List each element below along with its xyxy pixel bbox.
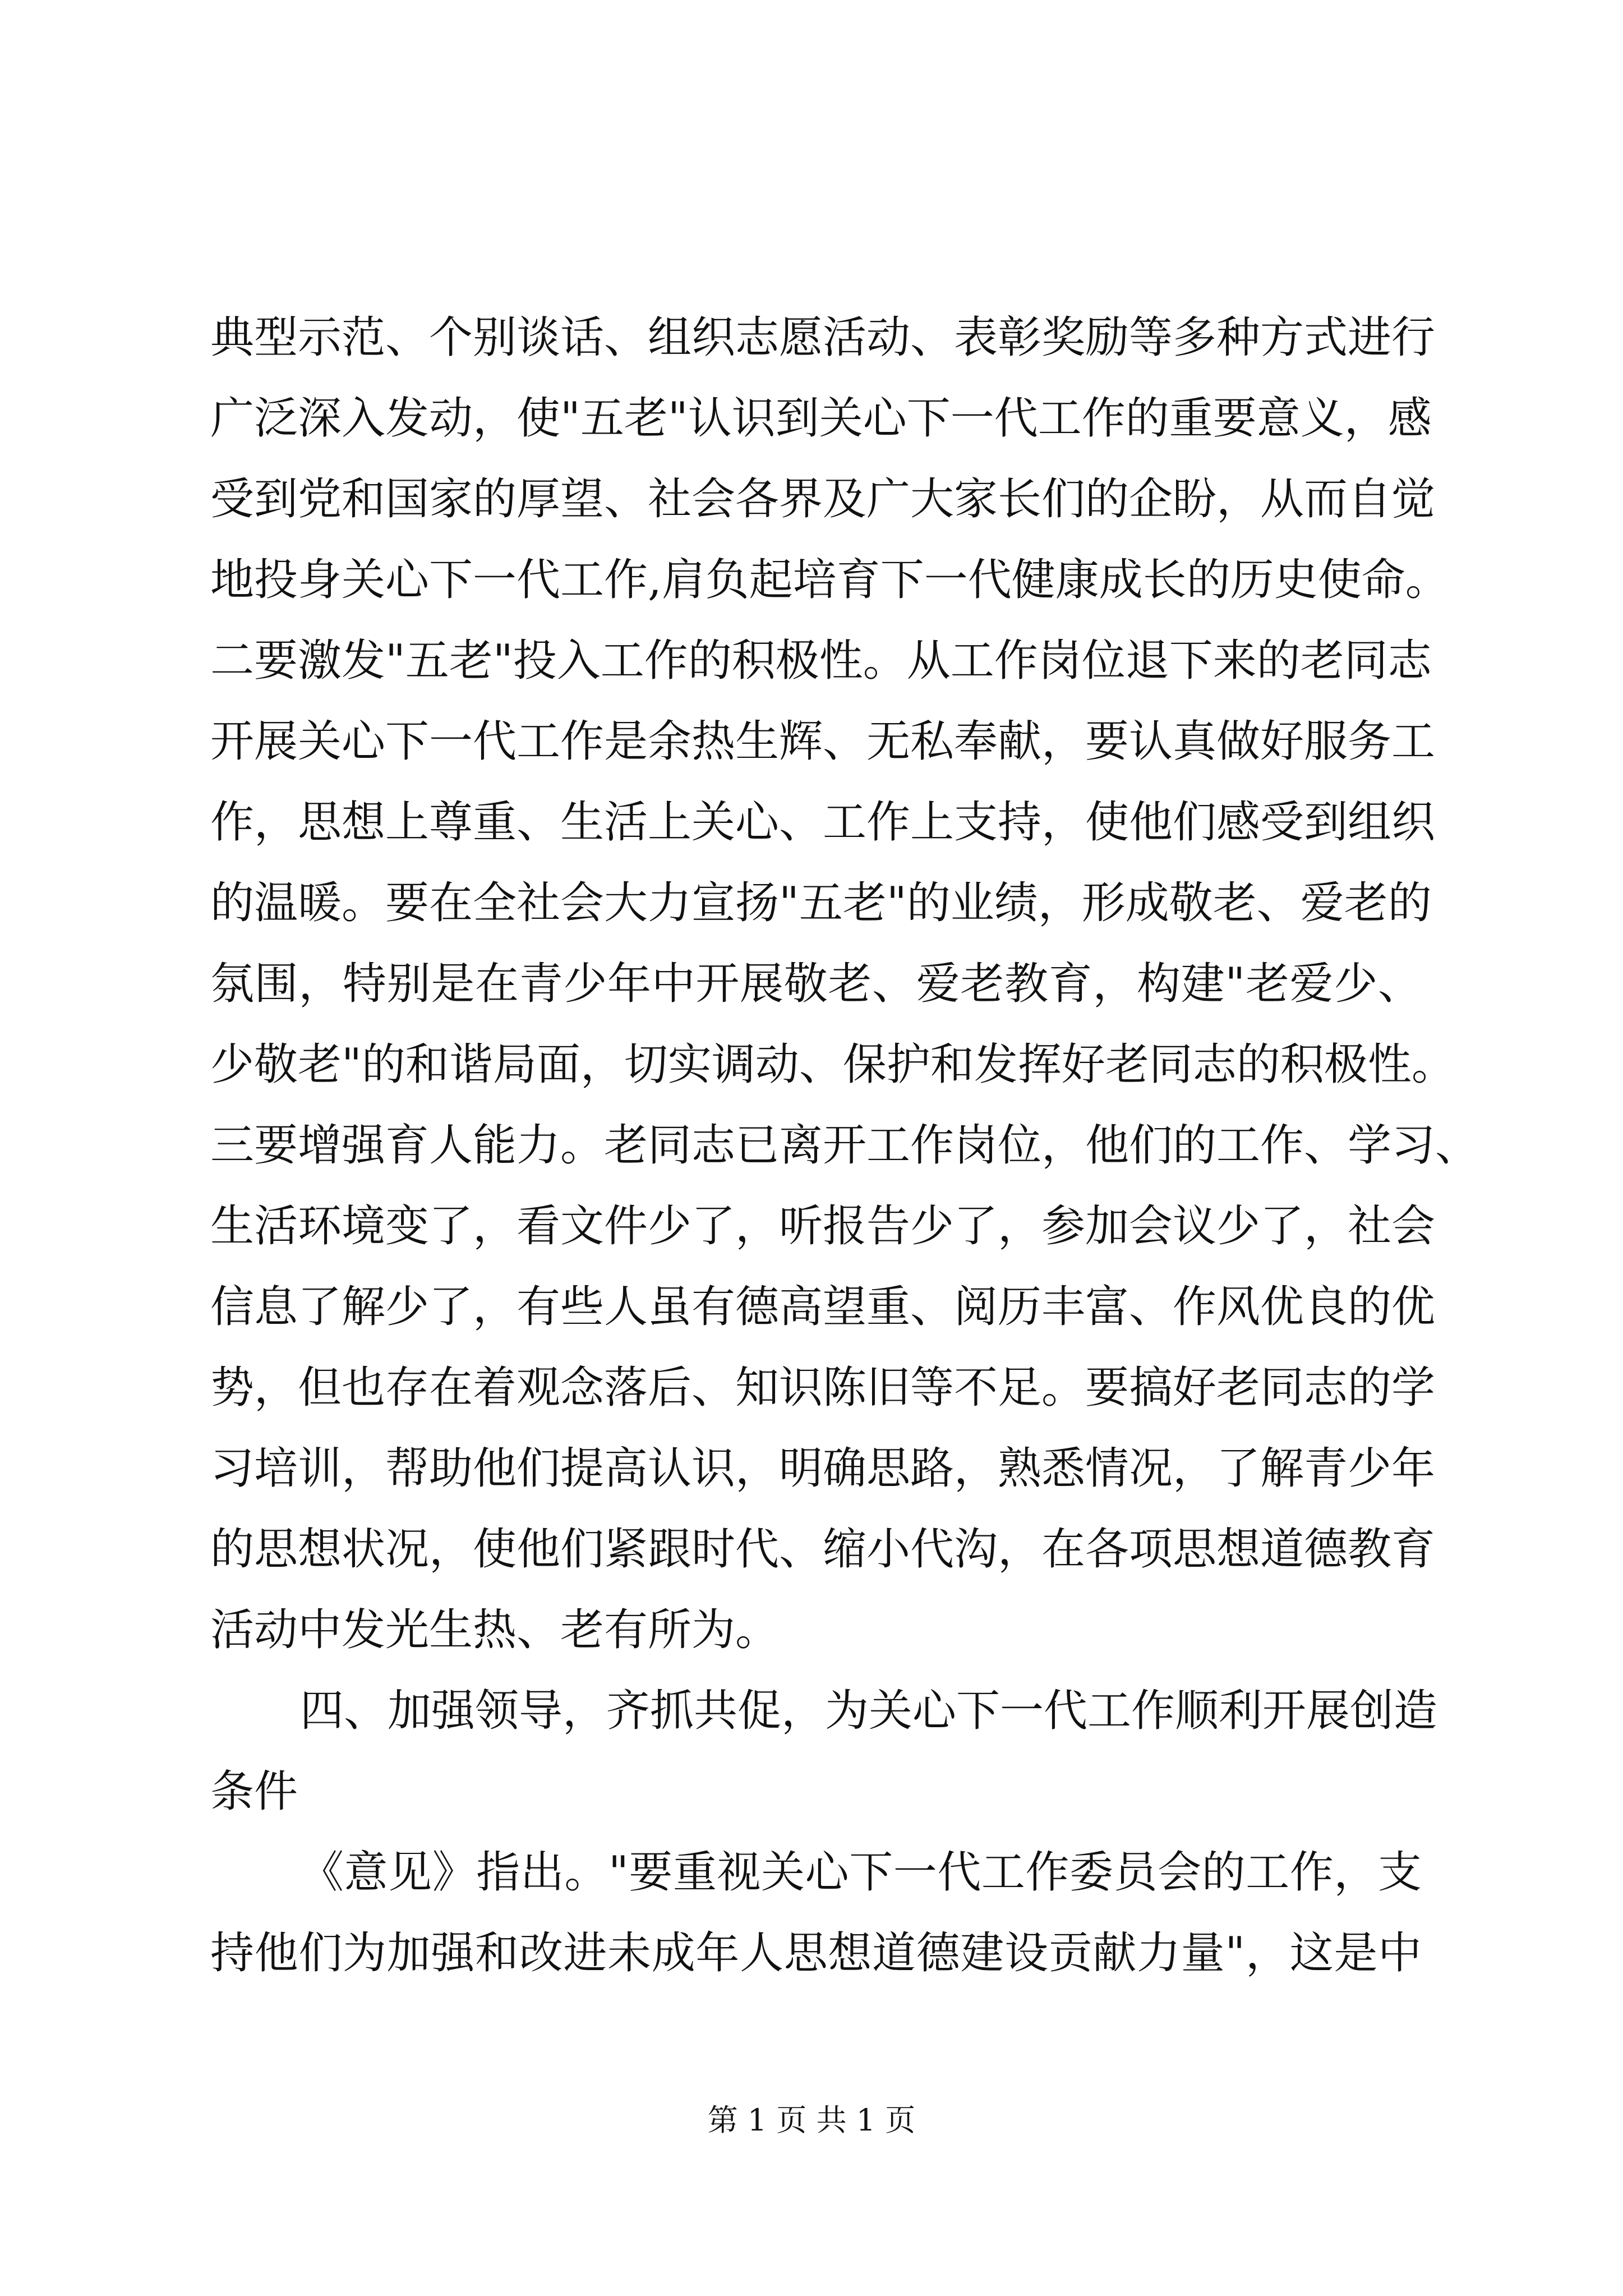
page-footer: 第 1 页 共 1 页 — [707, 2102, 916, 2138]
text-line: 典型示范、个别谈话、组织志愿活动、表彰奖励等多种方式进行 — [210, 312, 1436, 363]
document-body — [210, 297, 1479, 1994]
text-line: 生活环境变了，看文件少了，听报告少了，参加会议少了，社会 — [210, 1201, 1436, 1251]
text-line: 持他们为加强和改进未成年人思想道德建设贡献力量"，这是中 — [210, 1928, 1422, 1978]
text-line: 少敬老"的和谐局面，切实调动、保护和发挥好老同志的积极性。 — [210, 1039, 1455, 1090]
text-line: 作，思想上尊重、生活上关心、工作上支持，使他们感受到组织 — [210, 797, 1436, 848]
text-line: 活动中发光生热、老有所为。 — [210, 1605, 780, 1655]
text-line: 开展关心下一代工作是余热生辉、无私奉献，要认真做好服务工 — [210, 716, 1436, 767]
text-line: 四、加强领导，齐抓共促，为关心下一代工作顺利开展创造 — [300, 1686, 1438, 1736]
text-line: 势，但也存在着观念落后、知识陈旧等不足。要搞好老同志的学 — [210, 1363, 1436, 1413]
text-line: 习培训，帮助他们提高认识，明确思路，熟悉情况，了解青少年 — [210, 1443, 1436, 1494]
text-line: 三要增强育人能力。老同志已离开工作岗位，他们的工作、学习、 — [210, 1120, 1479, 1171]
text-line: 广泛深入发动，使"五老"认识到关心下一代工作的重要意义，感 — [210, 393, 1432, 444]
text-line: 条件 — [210, 1766, 298, 1817]
text-line: 《意见》指出。"要重视关心下一代工作委员会的工作，支 — [300, 1847, 1422, 1898]
text-line: 受到党和国家的厚望、社会各界及广大家长们的企盼，从而自觉 — [210, 474, 1436, 524]
text-line: 的思想状况，使他们紧跟时代、缩小代沟，在各项思想道德教育 — [210, 1524, 1436, 1575]
text-line: 的温暖。要在全社会大力宣扬"五老"的业绩，形成敬老、爱老的 — [210, 878, 1432, 928]
text-line: 信息了解少了，有些人虽有德高望重、阅历丰富、作风优良的优 — [210, 1282, 1436, 1332]
text-line: 地投身关心下一代工作,肩负起培育下一代健康成长的历史使命。 — [210, 555, 1449, 605]
text-line: 二要激发"五老"投入工作的积极性。从工作岗位退下来的老同志 — [210, 636, 1432, 686]
text-line: 氛围，特别是在青少年中开展敬老、爱老教育，构建"老爱少、 — [210, 959, 1422, 1009]
